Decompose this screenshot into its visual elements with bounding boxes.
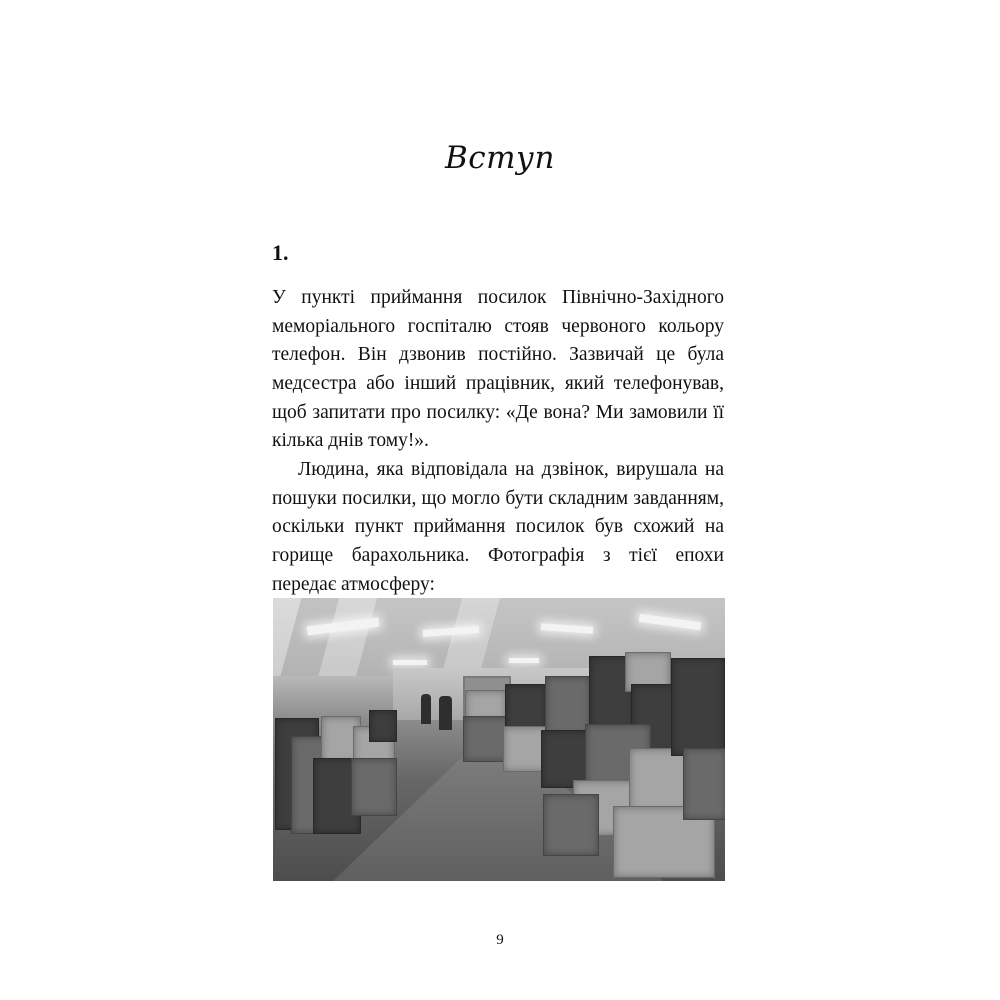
section-number: 1.	[272, 240, 289, 265]
ceiling-light-icon	[509, 658, 539, 663]
photo-image	[273, 598, 725, 881]
photo-box	[683, 748, 725, 820]
chapter-title: Вступ	[445, 140, 555, 176]
photo-person	[421, 694, 431, 724]
ceiling-light-icon	[393, 660, 427, 665]
photo-person	[439, 696, 452, 730]
photo-cart	[351, 758, 397, 816]
page-content	[272, 240, 724, 599]
figure-photo	[273, 598, 725, 881]
paragraph-2: Людина, яка відповідала на дзвінок, вирушала на пошуки посилки, що могло бути складним завданням, оскільки пункт приймання посилок був схожий на горище барахольника. Фотографія з тієї епохи передає атмосферу:	[272, 458, 724, 595]
photo-box	[505, 684, 547, 732]
photo-cabinet	[671, 658, 725, 756]
photo-box	[543, 794, 599, 856]
paragraph-1: У пункті приймання посилок Північно-Західного меморіального госпіталю стояв червоного кольору телефон. Він дзвонив постійно. Зазвичай це була медсестра або інший працівник, який телефонував, щоб запитати про посилку: «Де вона? Ми замовили її кілька днів тому!».	[272, 287, 724, 452]
photo-equipment	[369, 710, 397, 742]
page-number: 9	[496, 932, 504, 948]
